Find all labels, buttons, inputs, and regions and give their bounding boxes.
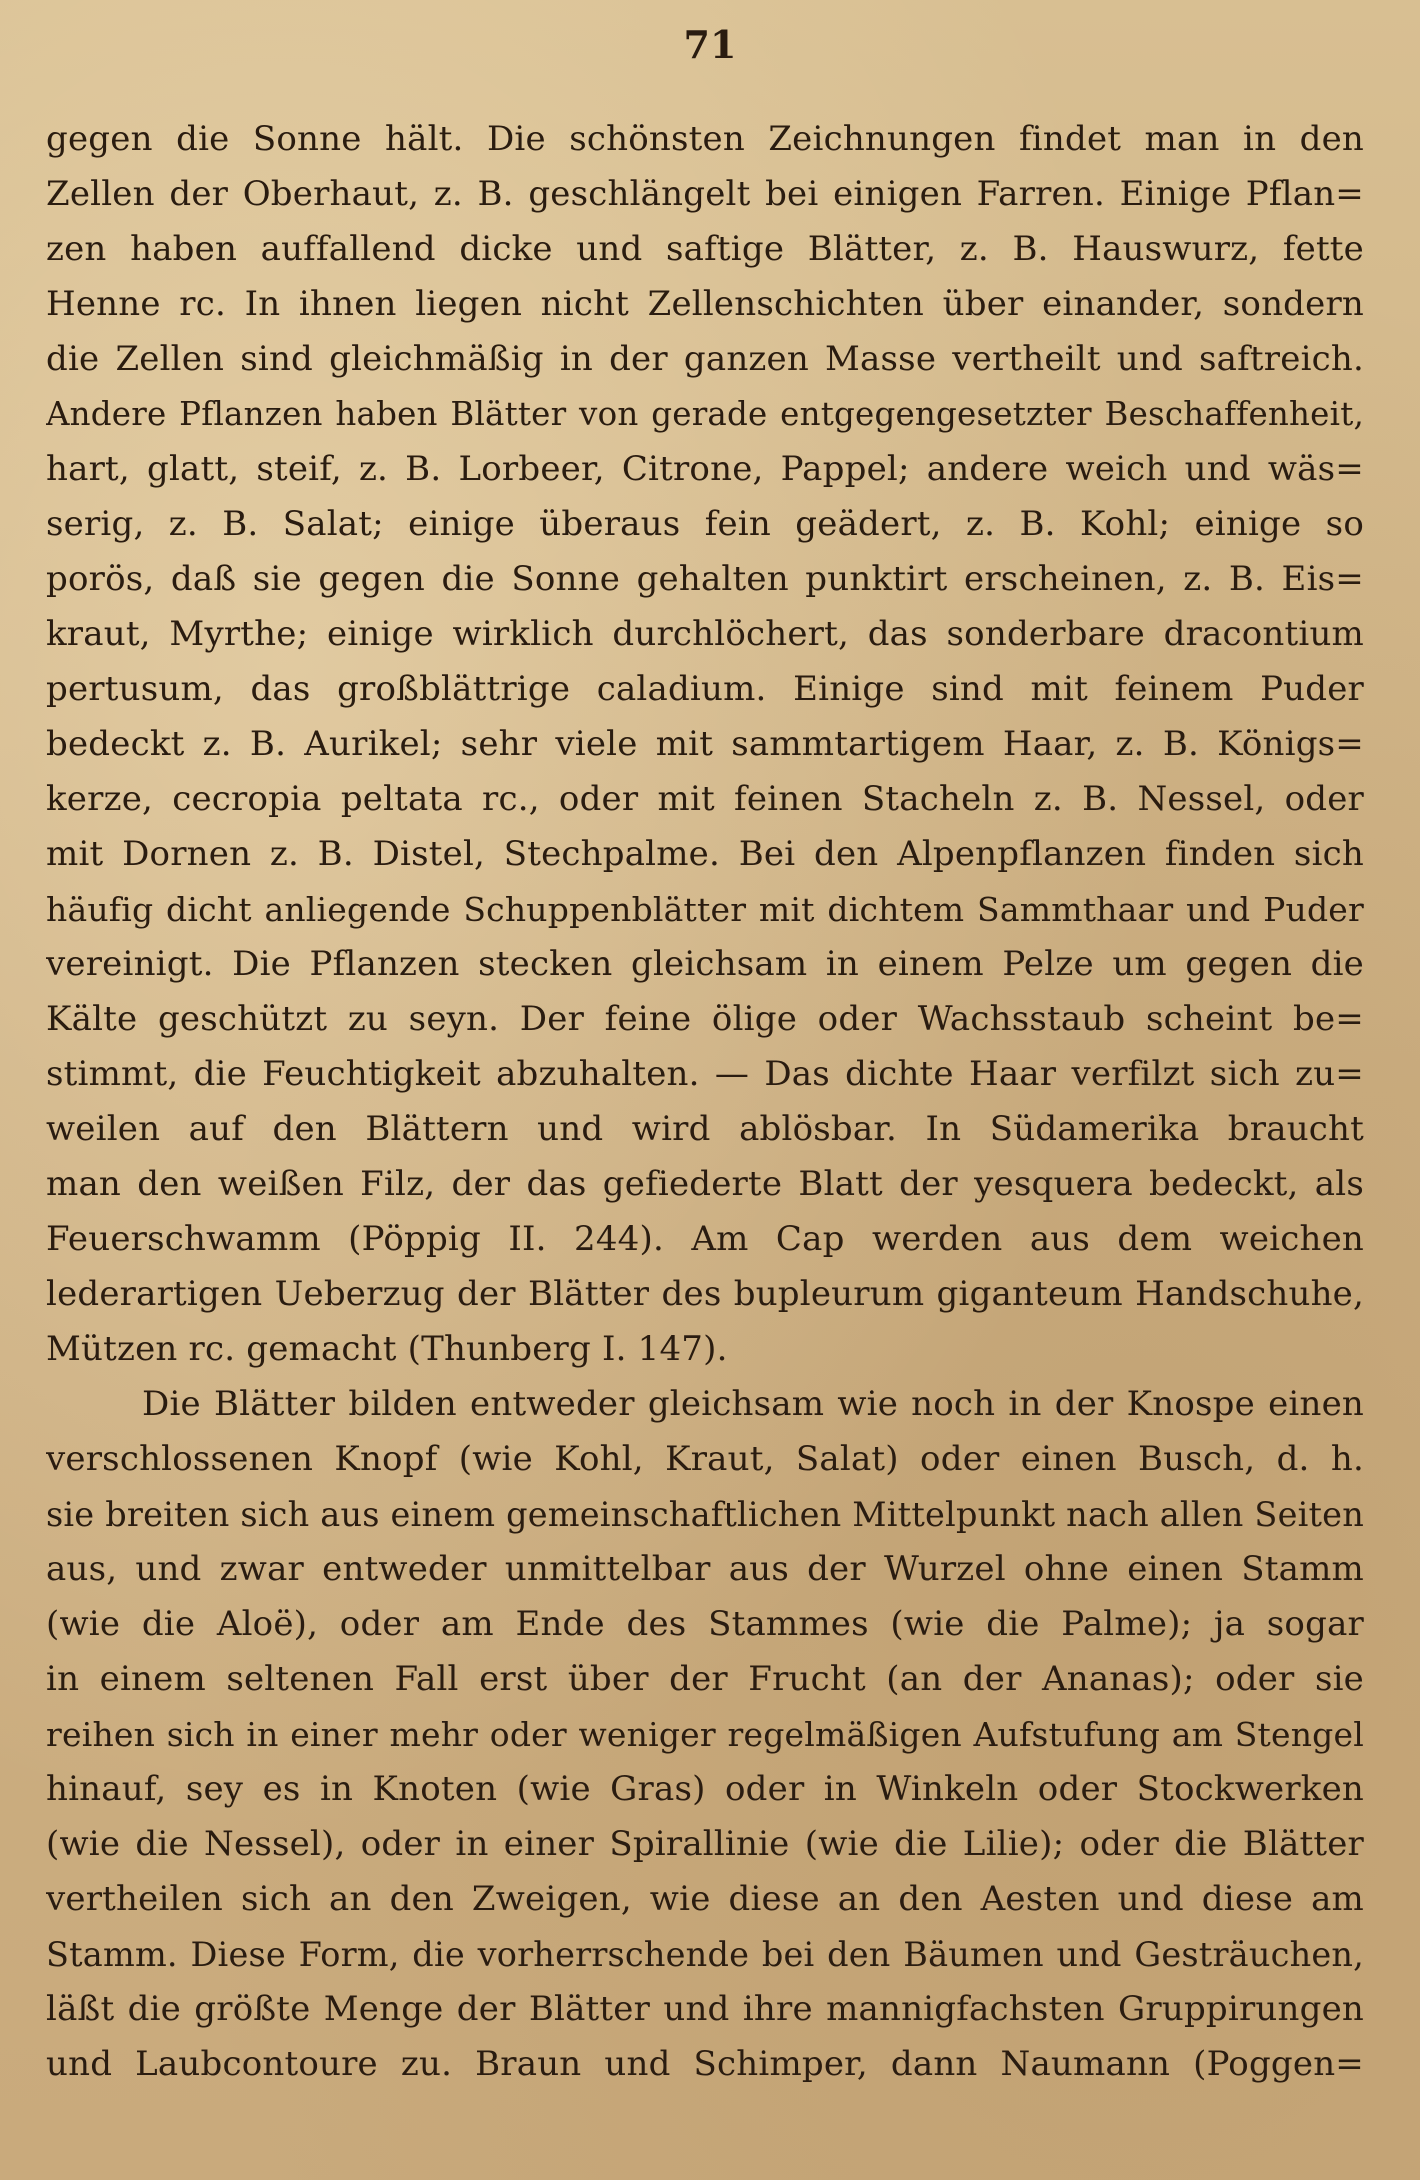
text-line: zen haben auffallend dicke und saftige Blätter, z. B. Hauswurz, fette bbox=[46, 229, 1364, 269]
text-line: verschlossenen Knopf (wie Kohl, Kraut, Salat) oder einen Busch, d. h. bbox=[46, 1439, 1364, 1479]
text-line: (wie die Aloë), oder am Ende des Stammes (wie die Palme); ja sogar bbox=[46, 1604, 1364, 1644]
text-line: hart, glatt, steif, z. B. Lorbeer, Citrone, Pappel; andere weich und wäs= bbox=[46, 449, 1364, 489]
text-line: Henne rc. In ihnen liegen nicht Zellenschichten über einander, sondern bbox=[46, 284, 1364, 324]
text-line: weilen auf den Blättern und wird ablösbar. In Südamerika braucht bbox=[46, 1109, 1364, 1149]
paragraph-2 bbox=[46, 1377, 1364, 2092]
text-line: reihen sich in einer mehr oder weniger regelmäßigen Aufstufung am Stengel bbox=[46, 1715, 1364, 1754]
text-line: bedeckt z. B. Aurikel; sehr viele mit sammtartigem Haar, z. B. Königs= bbox=[46, 724, 1364, 764]
text-line: Kälte geschützt zu seyn. Der feine ölige oder Wachsstaub scheint be= bbox=[46, 999, 1364, 1039]
text-line: läßt die größte Menge der Blätter und ihre mannigfachsten Gruppirungen bbox=[46, 1989, 1364, 2029]
text-line: kraut, Myrthe; einige wirklich durchlöchert, das sonderbare dracontium bbox=[46, 614, 1364, 654]
text-line: Andere Pflanzen haben Blätter von gerade entgegengesetzter Beschaffenheit, bbox=[46, 395, 1364, 433]
paragraph-1 bbox=[46, 112, 1364, 1377]
text-line: porös, daß sie gegen die Sonne gehalten punktirt erscheinen, z. B. Eis= bbox=[46, 559, 1364, 599]
text-line: kerze, cecropia peltata rc., oder mit feinen Stacheln z. B. Nessel, oder bbox=[46, 779, 1364, 819]
text-line: vereinigt. Die Pflanzen stecken gleichsam in einem Pelze um gegen die bbox=[46, 944, 1364, 984]
text-line: (wie die Nessel), oder in einer Spirallinie (wie die Lilie); oder die Blätter bbox=[46, 1824, 1364, 1864]
text-line: lederartigen Ueberzug der Blätter des bupleurum giganteum Handschuhe, bbox=[46, 1274, 1364, 1314]
text-line: und Laubcontoure zu. Braun und Schimper, dann Naumann (Poggen= bbox=[46, 2044, 1364, 2084]
text-line: gegen die Sonne hält. Die schönsten Zeichnungen findet man in den bbox=[46, 119, 1364, 159]
text-line: Feuerschwamm (Pöppig II. 244). Am Cap werden aus dem weichen bbox=[46, 1219, 1364, 1259]
text-line: serig, z. B. Salat; einige überaus fein geädert, z. B. Kohl; einige so bbox=[46, 504, 1364, 544]
text-line: die Zellen sind gleichmäßig in der ganzen Masse vertheilt und saftreich. bbox=[46, 339, 1364, 379]
text-line: sie breiten sich aus einem gemeinschaftlichen Mittelpunkt nach allen Seiten bbox=[46, 1495, 1364, 1534]
text-line: Zellen der Oberhaut, z. B. geschlängelt bei einigen Farren. Einige Pflan= bbox=[46, 174, 1364, 214]
text-line: aus, und zwar entweder unmittelbar aus der Wurzel ohne einen Stamm bbox=[46, 1549, 1364, 1589]
page-number: 71 bbox=[683, 22, 737, 67]
text-line: häufig dicht anliegende Schuppenblätter mit dichtem Sammthaar und Puder bbox=[46, 890, 1364, 929]
text-line: vertheilen sich an den Zweigen, wie diese an den Aesten und diese am bbox=[46, 1879, 1364, 1919]
text-line: pertusum, das großblättrige caladium. Einige sind mit feinem Puder bbox=[46, 669, 1364, 709]
text-block bbox=[46, 112, 1364, 2092]
text-line: Mützen rc. gemacht (Thunberg I. 147). bbox=[46, 1329, 728, 1369]
text-line: mit Dornen z. B. Distel, Stechpalme. Bei den Alpenpflanzen finden sich bbox=[46, 834, 1364, 874]
text-line: in einem seltenen Fall erst über der Frucht (an der Ananas); oder sie bbox=[46, 1659, 1364, 1699]
text-line: Die Blätter bilden entweder gleichsam wie noch in der Knospe einen bbox=[142, 1384, 1364, 1424]
text-line: Stamm. Diese Form, die vorherrschende bei den Bäumen und Gesträuchen, bbox=[46, 1935, 1364, 1974]
text-line: hinauf, sey es in Knoten (wie Gras) oder in Winkeln oder Stockwerken bbox=[46, 1769, 1364, 1809]
text-line: stimmt, die Feuchtigkeit abzuhalten. — Das dichte Haar verfilzt sich zu= bbox=[46, 1054, 1364, 1094]
text-line: man den weißen Filz, der das gefiederte Blatt der yesquera bedeckt, als bbox=[46, 1164, 1364, 1204]
